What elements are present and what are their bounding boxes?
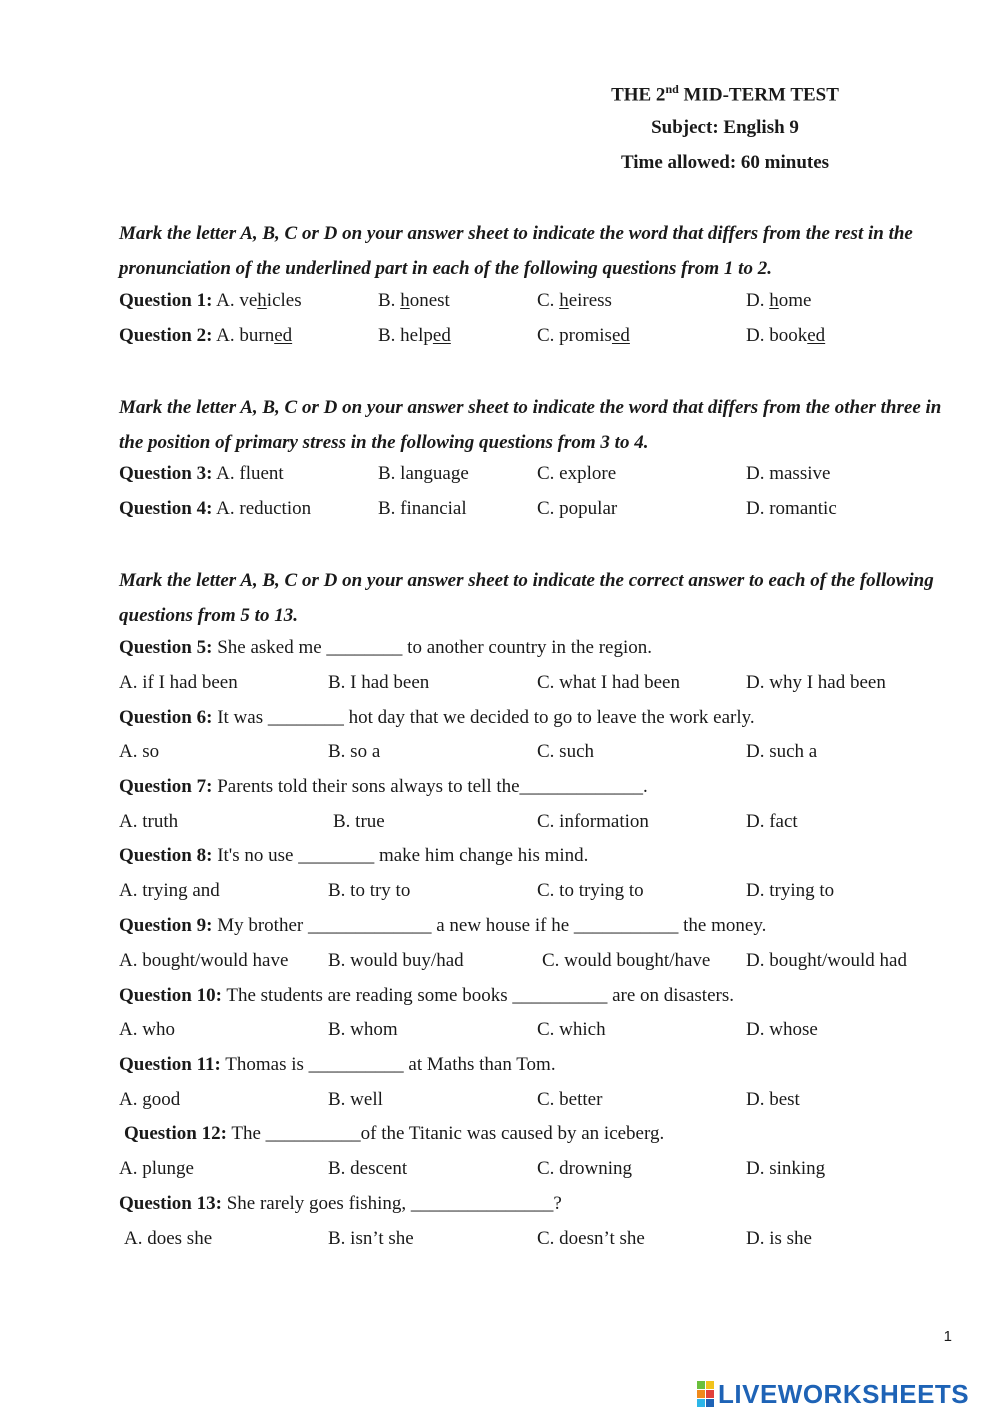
question-9-options <box>0 950 1000 980</box>
option-a: A. does she <box>124 1228 213 1249</box>
question-7-options <box>0 811 1000 841</box>
question-5: Question 5: She asked me ________ to another country in the region. <box>119 637 652 658</box>
option-b: B. well <box>328 1089 383 1110</box>
option-c: C. to trying to <box>537 880 644 901</box>
question-11-options <box>0 1089 1000 1119</box>
option-b: B. true <box>333 811 385 832</box>
question-label: Question 8: <box>119 845 213 866</box>
option-d: D. home <box>746 290 812 311</box>
option-d: D. such a <box>746 741 818 762</box>
question-label: Question 13: <box>119 1193 222 1214</box>
section-2-instruction: Mark the letter A, B, C or D on your answer sheet to indicate the word that differs from the other three in the position of primary stress in the following questions from 3 to 4. <box>119 397 942 453</box>
option-d: D. massive <box>746 463 831 484</box>
option-c: C. doesn’t she <box>537 1228 645 1249</box>
option-d: D. trying to <box>746 880 835 901</box>
question-1: Question 1: A. vehicles B. honest C. heiress D. home <box>119 290 812 311</box>
question-12: Question 12: The __________of the Titanic was caused by an iceberg. <box>124 1123 665 1144</box>
question-10-options <box>0 1019 1000 1049</box>
option-b: B. language <box>378 463 469 484</box>
question-13-options <box>0 1228 1000 1258</box>
option-a: A. plunge <box>119 1158 194 1179</box>
question-label: Question 1: <box>119 290 213 311</box>
option-d: D. is she <box>746 1228 812 1249</box>
question-label: Question 3: <box>119 463 213 484</box>
question-label: Question 12: <box>124 1123 227 1144</box>
option-b: B. to try to <box>328 880 411 901</box>
question-8: Question 8: It's no use ________ make him change his mind. <box>119 845 589 866</box>
question-11: Question 11: Thomas is __________ at Maths than Tom. <box>119 1054 556 1075</box>
question-5-options <box>0 672 1000 702</box>
option-b: B. isn’t she <box>328 1228 414 1249</box>
option-b: B. helped <box>378 325 451 346</box>
question-label: Question 6: <box>119 707 213 728</box>
option-c: C. explore <box>537 463 617 484</box>
option-d: D. sinking <box>746 1158 826 1179</box>
option-c: C. which <box>537 1019 606 1040</box>
option-c: C. information <box>537 811 649 832</box>
option-c: C. promised <box>537 325 630 346</box>
question-label: Question 11: <box>119 1054 221 1075</box>
option-a: A. good <box>119 1089 181 1110</box>
option-a: A. if I had been <box>119 672 238 693</box>
question-4: Question 4: A. reduction B. financial C. popular D. romantic <box>119 498 837 519</box>
option-b: B. would buy/had <box>328 950 464 971</box>
option-c: C. what I had been <box>537 672 680 693</box>
question-2: Question 2: A. burned B. helped C. promised D. booked <box>119 325 826 346</box>
question-label: Question 4: <box>119 498 213 519</box>
option-b: B. honest <box>378 290 450 311</box>
logo-icon <box>697 1381 714 1407</box>
option-b: B. financial <box>378 498 467 519</box>
test-subject: Subject: English 9 <box>651 117 799 138</box>
page-number: 1 <box>943 1328 952 1345</box>
option-c: C. popular <box>537 498 618 519</box>
option-d: D. booked <box>746 325 826 346</box>
question-7: Question 7: Parents told their sons always to tell the_____________. <box>119 776 648 797</box>
option-d: D. romantic <box>746 498 837 519</box>
section-3-instruction: Mark the letter A, B, C or D on your answer sheet to indicate the correct answer to each of the following questions from 5 to 13. <box>119 570 934 626</box>
question-9: Question 9: My brother _____________ a new house if he ___________ the money. <box>119 915 767 936</box>
option-c: C. better <box>537 1089 603 1110</box>
logo-text: LIVEWORKSHEETS <box>718 1378 970 1409</box>
option-a: A. who <box>119 1019 175 1040</box>
question-3: Question 3: A. fluent B. language C. explore D. massive <box>119 463 831 484</box>
option-b: B. I had been <box>328 672 430 693</box>
option-a: A. so <box>119 741 160 762</box>
test-title: THE 2nd MID-TERM TEST <box>611 82 839 106</box>
option-c: C. heiress <box>537 290 612 311</box>
question-label: Question 5: <box>119 637 213 658</box>
question-10: Question 10: The students are reading some books __________ are on disasters. <box>119 985 734 1006</box>
option-d: D. why I had been <box>746 672 886 693</box>
question-label: Question 2: <box>119 325 213 346</box>
question-label: Question 9: <box>119 915 213 936</box>
option-d: D. fact <box>746 811 798 832</box>
option-c: C. would bought/have <box>542 950 711 971</box>
question-13: Question 13: She rarely goes fishing, _______________? <box>119 1193 562 1214</box>
option-d: D. whose <box>746 1019 818 1040</box>
question-12-options <box>0 1158 1000 1188</box>
test-time: Time allowed: 60 minutes <box>620 152 830 173</box>
section-1-instruction: Mark the letter A, B, C or D on your answer sheet to indicate the word that differs from the rest in the pronunciation of the underlined part in each of the following questions from 1 to 2. <box>119 223 913 279</box>
option-b: B. so a <box>328 741 381 762</box>
liveworksheets-logo[interactable] <box>697 1379 969 1409</box>
question-8-options <box>0 880 1000 910</box>
option-b: B. whom <box>328 1019 398 1040</box>
option-a: A. truth <box>119 811 179 832</box>
option-d: D. best <box>746 1089 800 1110</box>
option-c: C. drowning <box>537 1158 632 1179</box>
question-label: Question 7: <box>119 776 213 797</box>
option-a: A. trying and <box>119 880 220 901</box>
question-6: Question 6: It was ________ hot day that we decided to go to leave the work early. <box>119 707 755 728</box>
option-a: A. bought/would have <box>119 950 289 971</box>
question-6-options <box>0 741 1000 771</box>
question-label: Question 10: <box>119 985 222 1006</box>
option-c: C. such <box>537 741 594 762</box>
option-b: B. descent <box>328 1158 408 1179</box>
option-d: D. bought/would had <box>746 950 907 971</box>
